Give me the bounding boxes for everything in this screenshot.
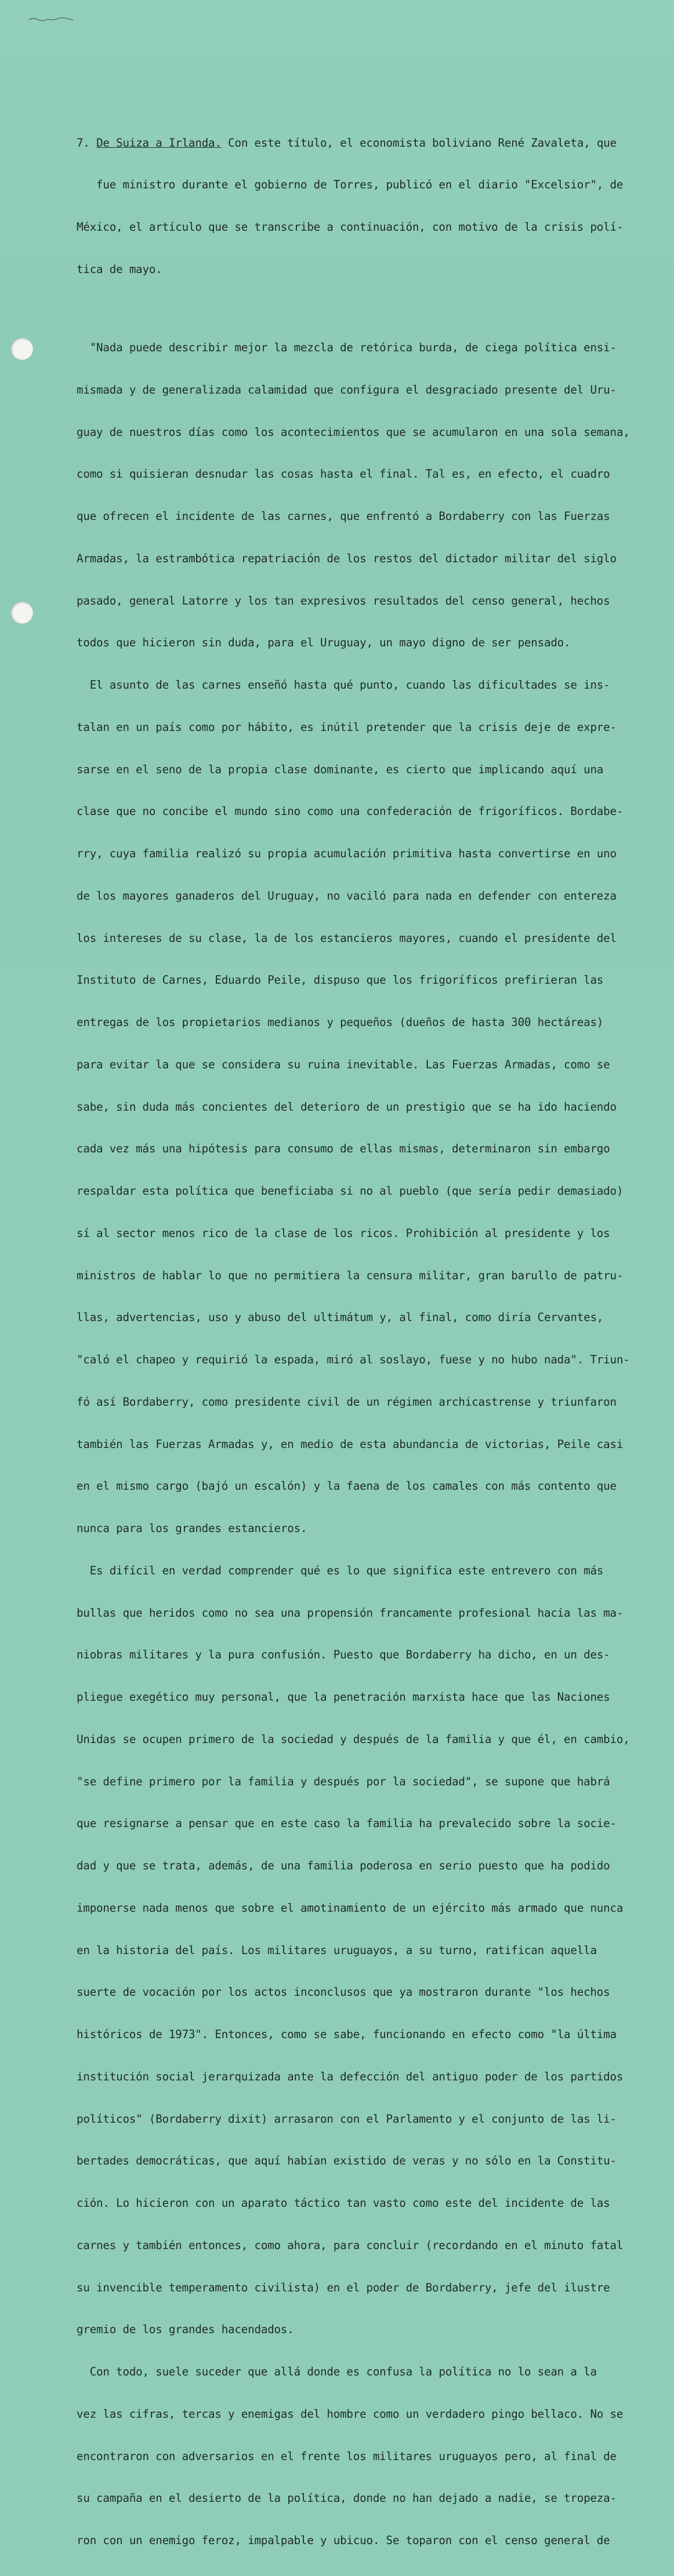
body-line: todos que hicieron sin duda, para el Uruguay, un mayo digno de ser pensado. xyxy=(77,636,571,650)
body-line: rry, cuya familia realizó su propia acumulación primitiva hasta convertirse en uno xyxy=(77,847,617,860)
heading-rest: Con este título, el economista boliviano René Zavaleta, que xyxy=(221,136,617,150)
body-line: bertades democráticas, que aquí habían existido de veras y no sólo en la Constitu- xyxy=(77,2154,617,2168)
body-line: llas, advertencias, uso y abuso del ultimátum y, al final, como diría Cervantes, xyxy=(77,1311,604,1325)
body-line: sabe, sin duda más concientes del deterioro de un prestigio que se ha ido haciendo xyxy=(77,1100,617,1114)
body-line: vez las cifras, tercas y enemigas del hombre como un verdadero pingo bellaco. No se xyxy=(77,2407,624,2421)
body-line: ministros de hablar lo que no permitiera la censura militar, gran barullo de patru- xyxy=(77,1268,624,1282)
body-line: Unidas se ocupen primero de la sociedad y después de la familia y que él, en cambio, xyxy=(77,1732,630,1746)
pencil-mark-icon xyxy=(28,15,74,24)
body-line: que resignarse a pensar que en este caso la familia ha prevalecido sobre la socie- xyxy=(77,1817,617,1831)
body-line: su invencible temperamento civilista) en el poder de Bordaberry, jefe del ilustre xyxy=(77,2280,610,2294)
body-line: fó así Bordaberry, como presidente civil de un régimen archicastrense y triunfaron xyxy=(77,1395,617,1409)
body-line: clase que no concibe el mundo sino como una confederación de frigoríficos. Bordabe- xyxy=(77,805,624,818)
intro-line: fue ministro durante el gobierno de Torres, publicó en el diario "Excelsior", de xyxy=(77,178,624,192)
body-line: suerte de vocación por los actos inconclusos que ya mostraron durante "los hechos xyxy=(77,1985,610,1999)
body-line: de los mayores ganaderos del Uruguay, no vaciló para nada en defender con entereza xyxy=(77,889,617,903)
body-line: "caló el chapeo y requirió la espada, miró al soslayo, fuese y no hubo nada". Triun- xyxy=(77,1353,630,1366)
body-line: los intereses de su clase, la de los estancieros mayores, cuando el presidente del xyxy=(77,931,617,945)
body-line: nunca para los grandes estancieros. xyxy=(77,1522,307,1535)
body-line: también las Fuerzas Armadas y, en medio de esta abundancia de victorias, Peile casi xyxy=(77,1437,624,1451)
body-line: imponerse nada menos que sobre el amotinamiento de un ejército más armado que nunca xyxy=(77,1901,624,1915)
body-line: sí al sector menos rico de la clase de los ricos. Prohibición al presidente y los xyxy=(77,1226,610,1240)
body-line: pliegue exegético muy personal, que la penetración marxista hace que las Naciones xyxy=(77,1690,610,1704)
body-line: dad y que se trata, además, de una familia poderosa en serio puesto que ha podido xyxy=(77,1859,610,1872)
body-line: bullas que heridos como no sea una propensión francamente profesional hacia las ma- xyxy=(77,1606,624,1620)
body-line: entregas de los propietarios medianos y pequeños (dueños de hasta 300 hectáreas) xyxy=(77,1016,604,1029)
body-line: gremio de los grandes hacendados. xyxy=(77,2323,294,2337)
body-line: mismada y de generalizada calamidad que configura el desgraciado presente del Uru- xyxy=(77,383,617,396)
body-line: Es difícil en verdad comprender qué es lo que significa este entrevero con más xyxy=(77,1563,604,1577)
body-line: que ofrecen el incidente de las carnes, que enfrentó a Bordaberry con las Fuerzas xyxy=(77,510,610,523)
body-line: Con todo, suele suceder que allá donde es confusa la política no lo sean a la xyxy=(77,2365,597,2378)
section-number: 7. xyxy=(77,136,90,150)
body-line: su campaña en el desierto de la política, donde no han dejado a nadie, se tropeza- xyxy=(77,2491,617,2505)
body-line: sarse en el seno de la propia clase dominante, es cierto que implicando aquí una xyxy=(77,762,604,776)
body-line: políticos" (Bordaberry dixit) arrasaron con el Parlamento y el conjunto de las li- xyxy=(77,2112,617,2126)
body-line: como si quisieran desnudar las cosas hasta el final. Tal es, en efecto, el cuadro xyxy=(77,467,610,481)
body-line: cada vez más una hipótesis para consumo de ellas mismas, determinaron sin embargo xyxy=(77,1142,610,1156)
intro-line: tica de mayo. xyxy=(77,262,162,276)
body-line: institución social jerarquizada ante la defección del antiguo poder de los partidos xyxy=(77,2069,624,2083)
body-line: encontraron con adversarios en el frente los militares uruguayos pero, al final de xyxy=(77,2449,617,2463)
document-body xyxy=(77,108,662,2576)
body-line: Instituto de Carnes, Eduardo Peile, dispuso que los frigoríficos prefirieran las xyxy=(77,973,604,987)
body-line: ción. Lo hicieron con un aparato táctico tan vasto como este del incidente de las xyxy=(77,2196,610,2210)
body-line: "Nada puede describir mejor la mezcla de retórica burda, de ciega política ensi- xyxy=(77,341,617,354)
body-line: "se define primero por la familia y después por la sociedad", se supone que habrá xyxy=(77,1774,610,1788)
body-line: talan en un país como por hábito, es inútil pretender que la crisis deje de expre- xyxy=(77,720,617,734)
body-line: carnes y también entonces, como ahora, para concluir (recordando en el minuto fatal xyxy=(77,2238,624,2252)
body-line: en el mismo cargo (bajó un escalón) y la faena de los camales con más contento que xyxy=(77,1479,617,1493)
section-title: De Suiza a Irlanda. xyxy=(96,136,222,150)
punch-hole xyxy=(11,602,33,624)
body-line: Armadas, la estrambótica repatriación de los restos del dictador militar del siglo xyxy=(77,551,617,565)
body-line: para evitar la que se considera su ruina inevitable. Las Fuerzas Armadas, como se xyxy=(77,1057,610,1071)
punch-hole xyxy=(11,338,33,360)
body-line: históricos de 1973". Entonces, como se sabe, funcionando en efecto como "la última xyxy=(77,2028,617,2041)
body-line: en la historia del país. Los militares uruguayos, a su turno, ratifican aquella xyxy=(77,1943,597,1957)
body-line: niobras militares y la pura confusión. Puesto que Bordaberry ha dicho, en un des- xyxy=(77,1648,610,1662)
body-line: pasado, general Latorre y los tan expresivos resultados del censo general, hechos xyxy=(77,594,610,607)
body-line: ron con un enemigo feroz, impalpable y ubicuo. Se toparon con el censo general de xyxy=(77,2534,610,2547)
body-line: guay de nuestros días como los acontecimientos que se acumularon en una sola semana, xyxy=(77,425,630,439)
body-line: El asunto de las carnes enseñó hasta qué punto, cuando las dificultades se ins- xyxy=(77,678,610,692)
heading-line xyxy=(77,136,662,150)
intro-line: México, el artículo que se transcribe a continuación, con motivo de la crisis polí- xyxy=(77,220,624,234)
body-line: respaldar esta política que beneficiaba si no al pueblo (que sería pedir demasiado) xyxy=(77,1184,624,1198)
